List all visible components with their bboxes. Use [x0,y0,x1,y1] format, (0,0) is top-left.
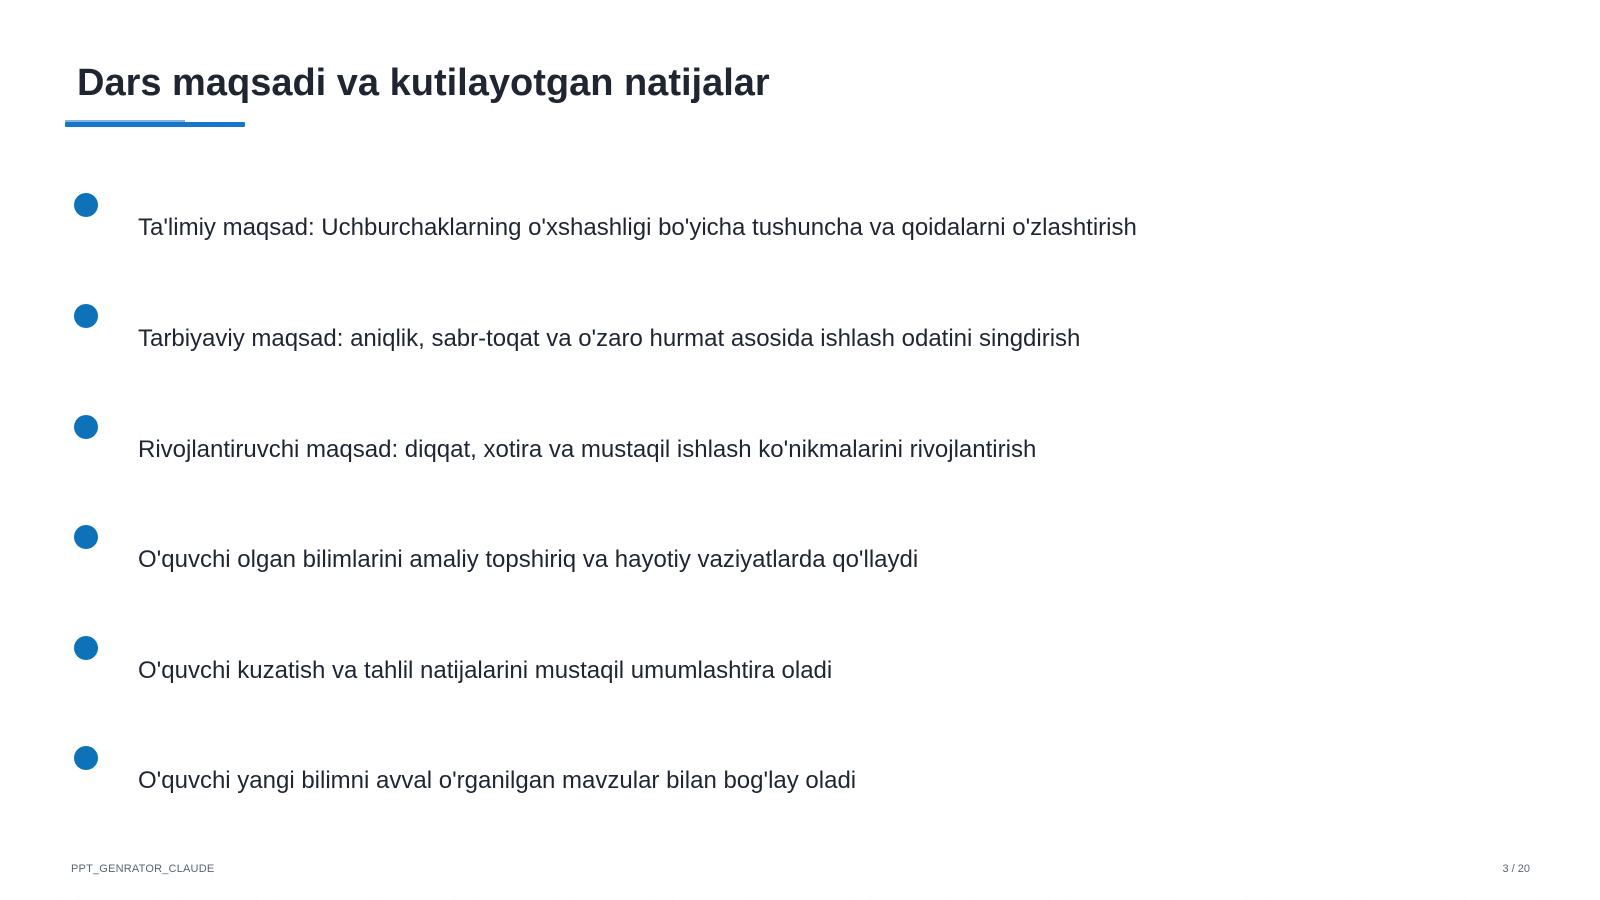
bullet-dot-icon [74,746,98,770]
bullet-text: Ta'limiy maqsad: Uchburchaklarning o'xshashligi bo'yicha tushuncha va qoidalarni o'zlashtirish [138,214,1137,241]
bullet-item [0,636,1600,716]
bullet-item [0,415,1600,495]
page-indicator: 3 / 20 [1502,863,1530,875]
bullet-dot-icon [74,636,98,660]
bullet-dot-icon [74,525,98,549]
bullet-dot-icon [74,193,98,217]
bullet-item [0,304,1600,384]
bullet-text: O'quvchi kuzatish va tahlil natijalarini mustaqil umumlashtira oladi [138,657,833,684]
bullet-dot-icon [74,304,98,328]
footer-source-label: PPT_GENRATOR_CLAUDE [71,863,215,875]
slide-title: Dars maqsadi va kutilayotgan natijalar [77,62,770,104]
bullet-dot-icon [74,415,98,439]
bullet-text: O'quvchi olgan bilimlarini amaliy topshiriq va hayotiy vaziyatlarda qo'llaydi [138,546,919,573]
bullet-item [0,193,1600,273]
title-underline [65,122,245,127]
bullet-item [0,525,1600,605]
bullet-text: O'quvchi yangi bilimni avval o'rganilgan mavzular bilan bog'lay oladi [138,767,857,794]
bullet-text: Tarbiyaviy maqsad: aniqlik, sabr-toqat va o'zaro hurmat asosida ishlash odatini singdirish [138,325,1081,352]
bullet-item [0,746,1600,826]
bullet-text: Rivojlantiruvchi maqsad: diqqat, xotira va mustaqil ishlash ko'nikmalarini rivojlantirish [138,436,1037,463]
